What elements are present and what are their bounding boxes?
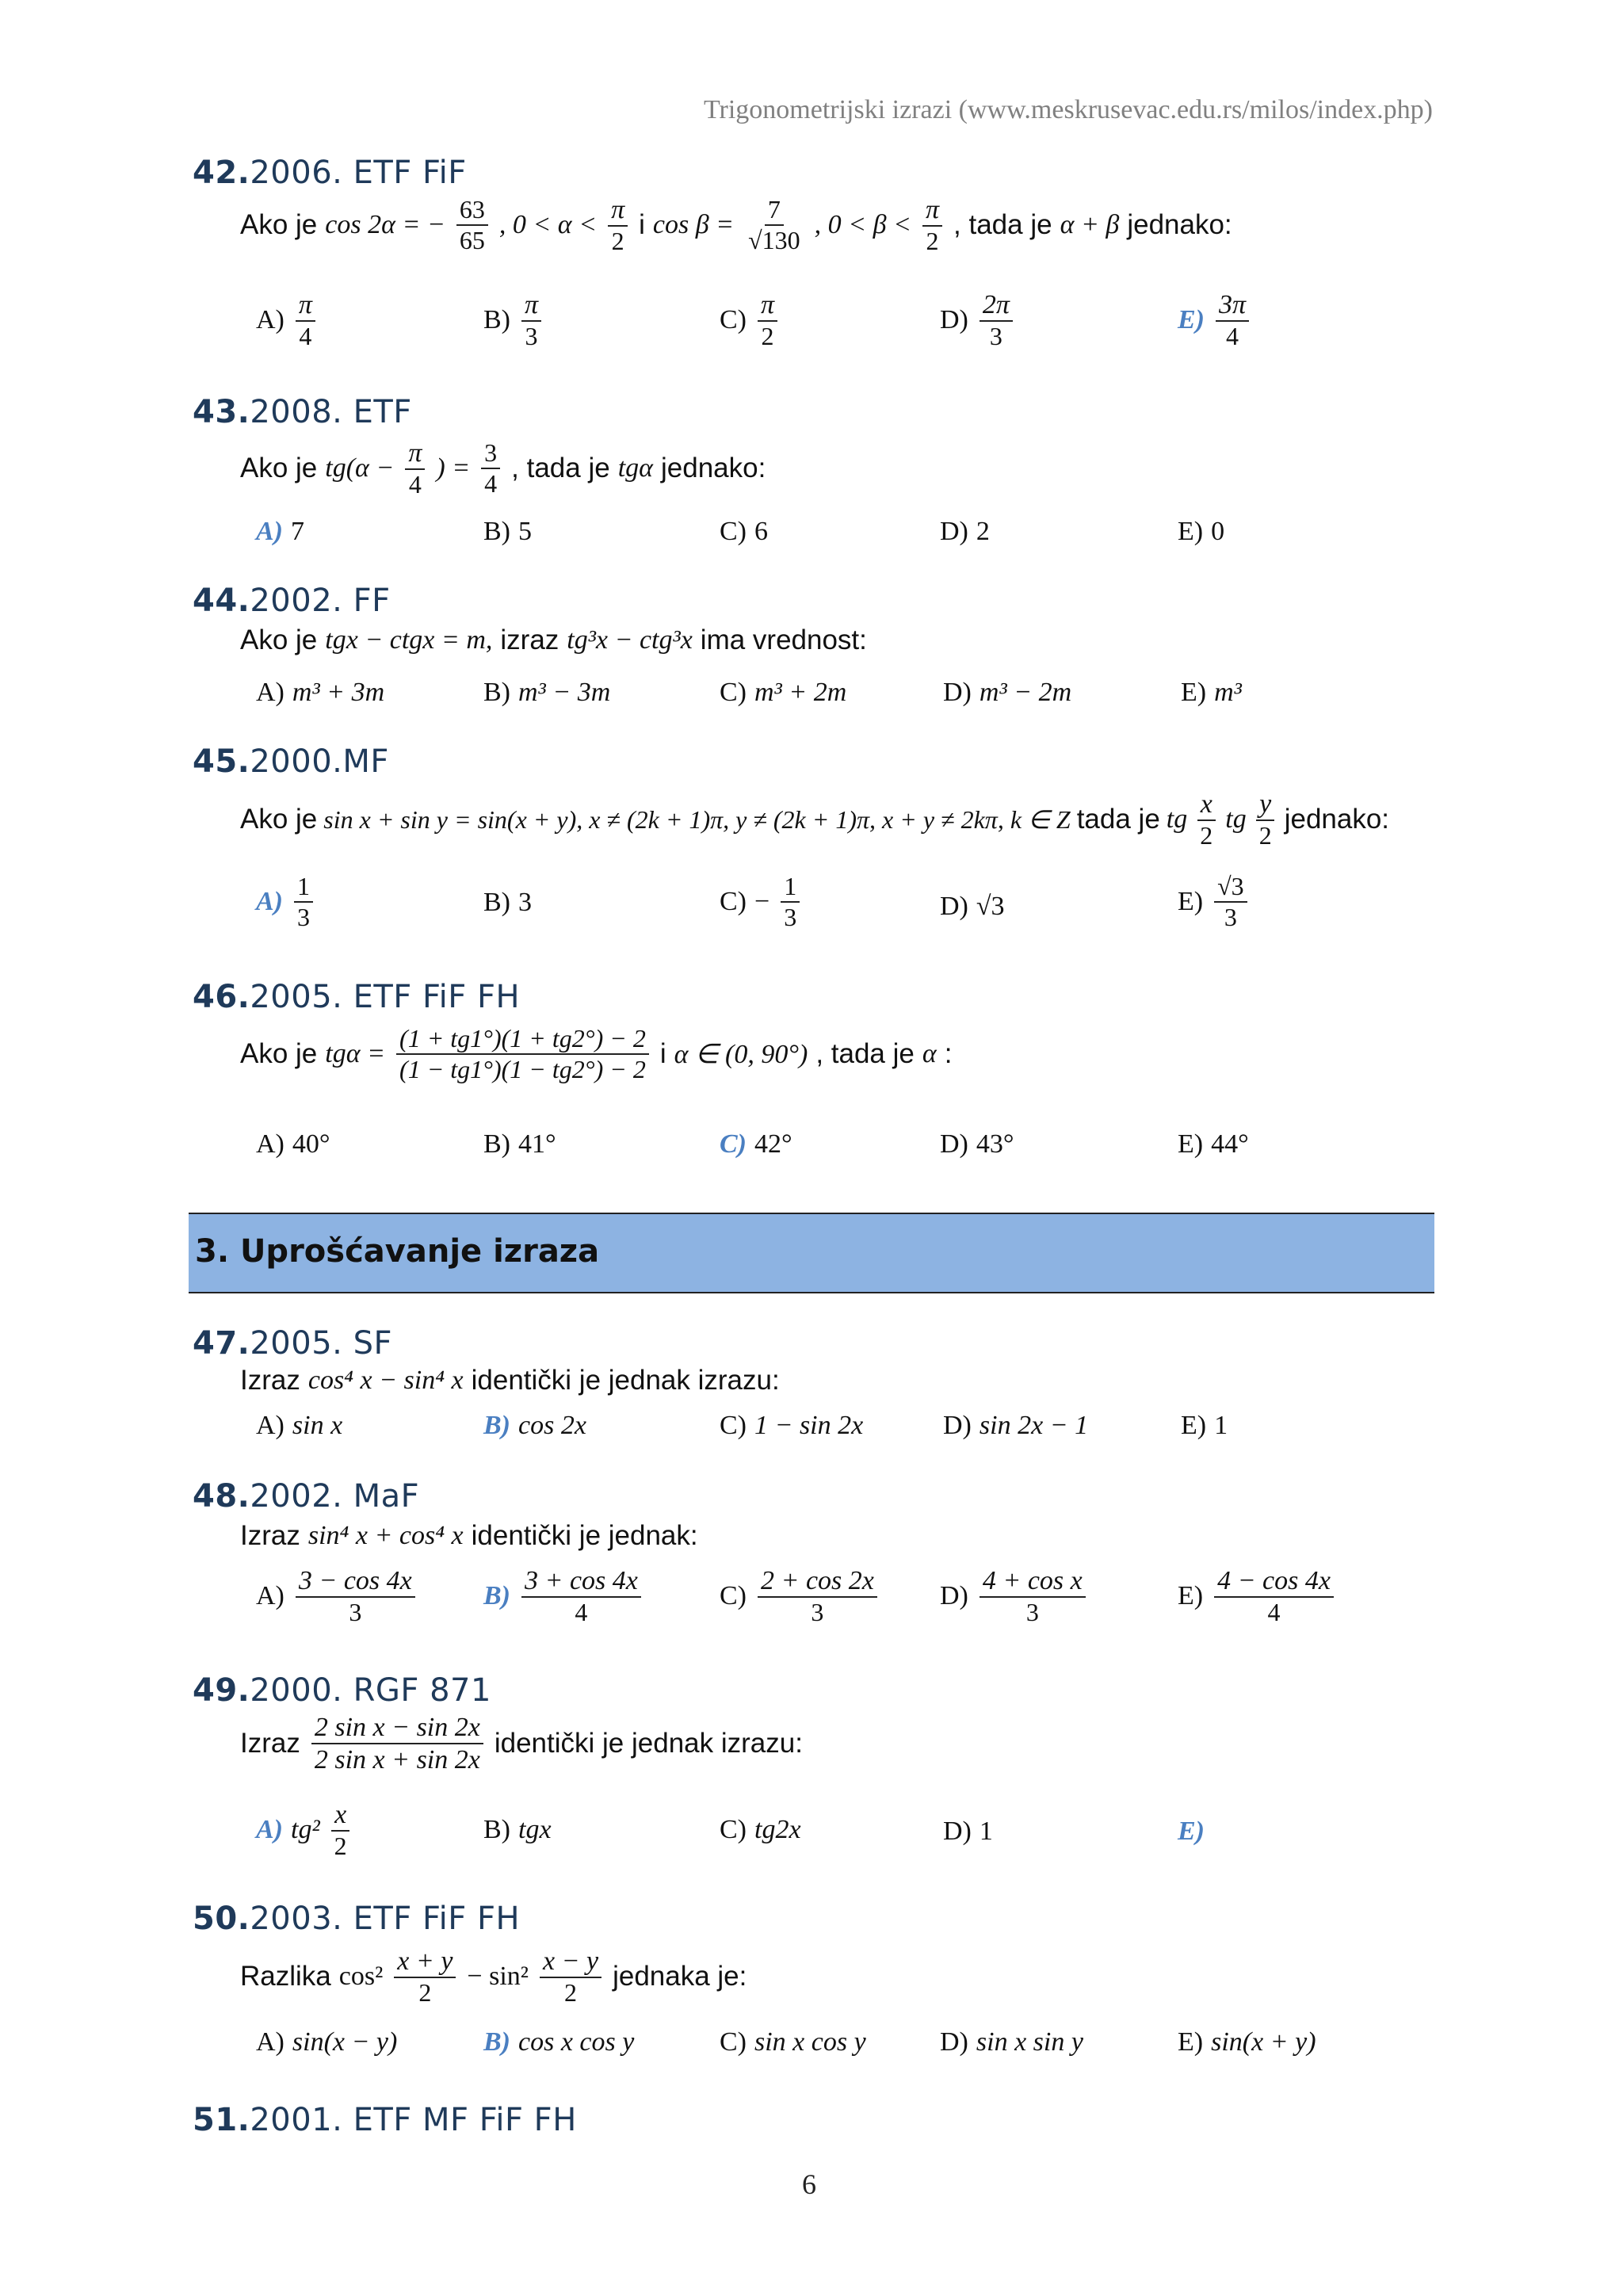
option-e[interactable]: E) sin(x + y) (1178, 2027, 1316, 2057)
option-b[interactable]: B) tgx (483, 1815, 552, 1844)
problem-title: 51.2001. ETF MF FiF FH (193, 2102, 577, 2138)
option-d[interactable]: D) √3 (940, 892, 1005, 921)
option-c[interactable]: C) 1 − sin 2x (720, 1411, 864, 1440)
problem-stem: Ako je tgx − ctgx = m, izraz tg³x − ctg³x ima vrednost: (240, 625, 867, 655)
option-d[interactable]: D) 43° (940, 1129, 1014, 1159)
problem-stem: Ako je tg(α − $\frac{\pi}{4}$ ) = $\frac{3}{4}$ , tada je tgα jednako: (240, 438, 766, 499)
option-b[interactable]: B) 3 (483, 888, 532, 917)
option-d[interactable]: D) sin 2x − 1 (943, 1411, 1089, 1440)
problem-title: 47.2005. SF (193, 1325, 392, 1362)
option-e[interactable]: E) m³ (1181, 678, 1242, 707)
option-b-correct[interactable]: B) cos x cos y (483, 2027, 635, 2057)
option-d[interactable]: D) sin x sin y (940, 2027, 1083, 2057)
option-b[interactable]: B) m³ − 3m (483, 678, 611, 707)
page-header: Trigonometrijski izrazi (www.meskrusevac.edu.rs/milos/index.php) (703, 95, 1433, 124)
option-e[interactable]: E) 1 (1181, 1411, 1228, 1440)
problem-title: 43.2008. ETF (193, 394, 412, 430)
option-b[interactable]: B) $\frac{\pi}{3}$ (483, 289, 544, 351)
option-c[interactable]: C) $\frac{\pi}{2}$ (720, 289, 781, 351)
option-e-correct[interactable]: E) (1178, 1817, 1205, 1846)
option-b-correct[interactable]: B) $\frac{3 + \cos 4x}{4}$ (483, 1565, 644, 1627)
option-e[interactable]: E) 44° (1178, 1129, 1249, 1159)
section-heading: 3. Uprošćavanje izraza (189, 1213, 1434, 1293)
option-a[interactable]: A) sin(x − y) (256, 2027, 398, 2057)
problem-stem: Ako je cos 2α = − $\frac{63}{65}$ , 0 < α < $\frac{\pi}{2}$ i cos β = $\frac{7}{√130}$ , 0 < β < $\frac{\pi}{2}$ , tada je α + β jednako: (240, 195, 1232, 256)
problem-title: 48.2002. MaF (193, 1478, 420, 1515)
option-c[interactable]: C) m³ + 2m (720, 678, 847, 707)
option-d[interactable]: D) m³ − 2m (943, 678, 1072, 707)
option-a[interactable]: A) 40° (256, 1129, 330, 1159)
problem-stem: Ako je sin x + sin y = sin(x + y), x ≠ (2k + 1)π, y ≠ (2k + 1)π, x + y ≠ 2kπ, k ∈ Z tada je tg $\frac{x}{2}$ tg $\frac{y}{2}$ jednako: (240, 789, 1390, 850)
option-c[interactable]: C) 6 (720, 517, 768, 546)
problem-title: 44.2002. FF (193, 583, 391, 619)
problem-title: 46.2005. ETF FiF FH (193, 979, 521, 1015)
problem-stem: Izraz sin⁴ x + cos⁴ x identički je jednak: (240, 1520, 698, 1551)
option-c-correct[interactable]: C) 42° (720, 1129, 792, 1159)
option-a[interactable]: A) $\frac{\pi}{4}$ (256, 289, 319, 351)
option-c[interactable]: C) tg2x (720, 1815, 801, 1844)
problem-stem: Izraz $\frac{\text{2 sin x − sin 2x}}{\text{2 sin x + sin 2x}}$ identički je jednak izrazu: (240, 1713, 803, 1775)
option-e-correct[interactable]: E) $\frac{3\pi}{4}$ (1178, 289, 1252, 351)
option-d[interactable]: D) $\frac{\text{4 + cos x}}{3}$ (940, 1565, 1089, 1627)
option-c[interactable]: C) $\frac{2 + \cos 2x}{3}$ (720, 1565, 880, 1627)
problem-stem: Ako je tgα = $\frac{(1 + tg1^\circ)(1 + tg2^\circ) - 2}{(1 - tg1^\circ)(1 - tg2^\circ) - 2}$ i α ∈ (0, 90°) , tada je α : (240, 1024, 953, 1083)
problem-title: 45.2000.MF (193, 743, 389, 780)
page-number: 6 (802, 2168, 816, 2200)
option-a-correct[interactable]: A) $\frac{1}{3}$ (256, 872, 316, 932)
option-c[interactable]: C) sin x cos y (720, 2027, 866, 2057)
option-a-correct[interactable]: A) tg² $\frac{x}{2}$ (256, 1799, 353, 1861)
problem-title: 49.2000. RGF 871 (193, 1672, 491, 1709)
problem-stem: Razlika cos² $\frac{x + y}{2}$ − sin² $\frac{x - y}{2}$ jednaka je: (240, 1946, 747, 2008)
option-c[interactable]: C) − $\frac{1}{3}$ (720, 872, 803, 932)
option-b[interactable]: B) 5 (483, 517, 532, 546)
option-e[interactable]: E) $\frac{√3}{3}$ (1178, 872, 1251, 932)
option-a[interactable]: A) $\frac{3 - \cos 4x}{3}$ (256, 1565, 418, 1627)
option-a[interactable]: A) m³ + 3m (256, 678, 385, 707)
option-a-correct[interactable]: A) 7 (256, 517, 304, 546)
option-b[interactable]: B) 41° (483, 1129, 556, 1159)
problem-title: 50.2003. ETF FiF FH (193, 1901, 521, 1937)
option-a[interactable]: A) sin x (256, 1411, 343, 1440)
problem-title: 42.2006. ETF FiF (193, 155, 467, 191)
option-e[interactable]: E) 0 (1178, 517, 1225, 546)
problem-stem: Izraz cos⁴ x − sin⁴ x identički je jednak izrazu: (240, 1365, 780, 1396)
option-d[interactable]: D) $\frac{2\pi}{3}$ (940, 289, 1016, 351)
option-b-correct[interactable]: B) cos 2x (483, 1411, 586, 1440)
option-d[interactable]: D) 1 (943, 1817, 993, 1846)
option-d[interactable]: D) 2 (940, 517, 990, 546)
option-e[interactable]: E) $\frac{4 - \cos 4x}{4}$ (1178, 1565, 1337, 1627)
